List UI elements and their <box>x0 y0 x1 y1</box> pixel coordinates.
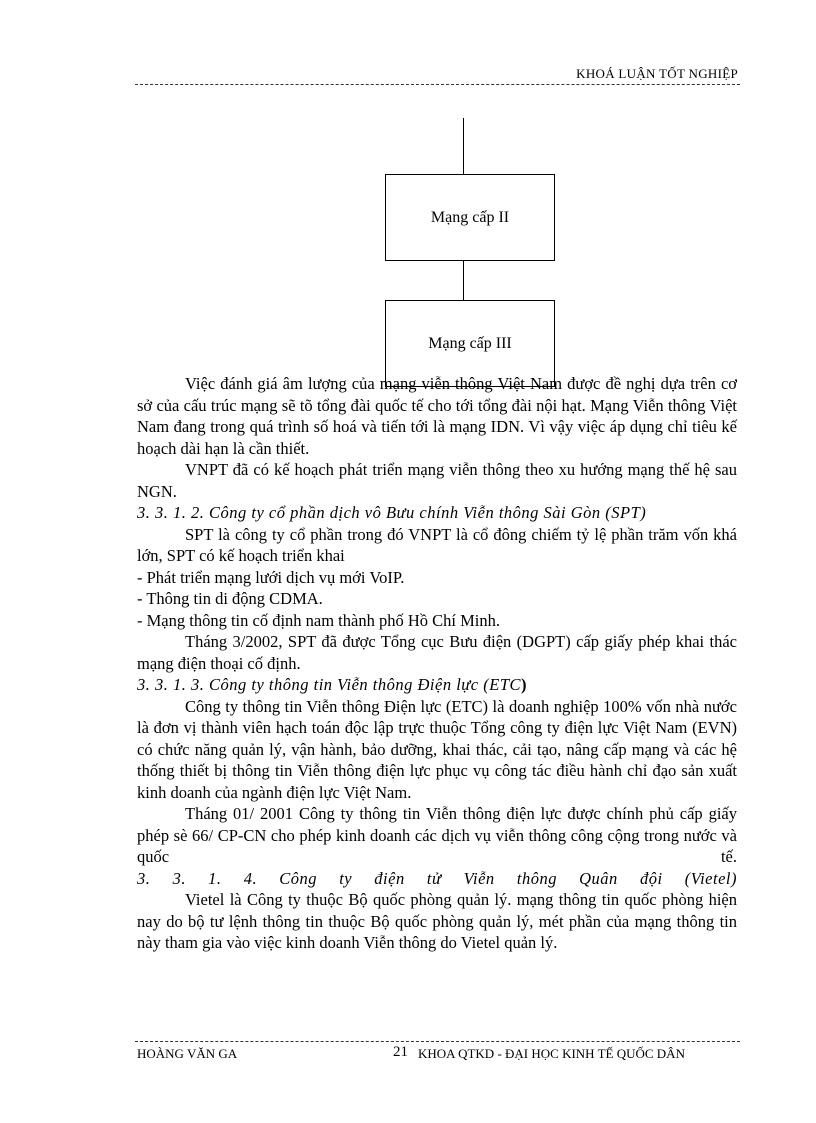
network-level-3-label: Mạng cấp III <box>428 334 512 352</box>
paragraph: Việc đánh giá âm lượng của mạng viễn thông Việt Nam được đề nghị dựa trên cơ sở của cấu trúc mạng sẽ tõ tổng đài quốc tế cho tới tổng đài nội hạt. Mạng Viễn thông Việt Nam đang trong quá trình số hoá và tiến tới là mạng IDN. Vì vậy việc áp dụng chỉ tiêu kế hoạch dài hạn là cần thiết. <box>137 374 737 458</box>
network-level-2-label: Mạng cấp II <box>430 208 510 226</box>
page-number: 21 <box>393 1044 408 1060</box>
running-header-title: KHOÁ LUẬN TỐT NGHIỆP <box>576 66 738 81</box>
section-heading: 3. 3. 1. 2. Công ty cổ phần dịch vô Bưu chính Viễn thông Sài Gòn (SPT) <box>137 503 647 522</box>
section-heading: 3. 3. 1. 4. Công ty điện tử Viễn thông Quân đội (Vietel) <box>137 868 737 888</box>
paragraph: Tháng 01/ 2001 Công ty thông tin Viễn thông điện lực được chính phủ cấp giấy phép sè 66/ CP-CN cho phép kinh doanh các dịch vụ viễn thông công cộng trong nước và quốc tế. <box>137 804 737 866</box>
paragraph: Vietel là Công ty thuộc Bộ quốc phòng quản lý. mạng thông tin quốc phòng hiện nay do bộ tư lệnh thông tin thuộc Bộ quốc phòng quản lý, mét phần của mạng thông tin này tham gia vào việc kinh doanh Viễn thông do Vietel quản lý. <box>137 890 737 952</box>
footer-divider <box>135 1041 740 1042</box>
paragraph: Công ty thông tin Viễn thông Điện lực (ETC) là doanh nghiệp 100% vốn nhà nước là đơn vị thành viên hạch toán độc lập trực thuộc Tổng công ty điện lực Việt Nam (EVN) có chức năng quản lý, vận hành, bảo dưỡng, khai thác, cải tạo, nâng cấp mạng và các hệ thống thiết bị thông tin Viễn thông điện lực phục vụ công tác điều hành chỉ đạo sản xuất kinh doanh của ngành điện lực Việt Nam. <box>137 696 737 802</box>
header-divider <box>135 84 740 85</box>
network-level-2-box <box>385 174 555 261</box>
section-heading-text: 3. 3. 1. 3. Công ty thông tin Viễn thông Điện lực (ETC <box>137 675 521 694</box>
section-heading-paren: ) <box>521 675 527 694</box>
paragraph: SPT là công ty cổ phần trong đó VNPT là cổ đông chiếm tỷ lệ phần trăm vốn khá lớn, SPT có kế hoạch triển khai <box>137 524 737 565</box>
bullet-item: - Phát triển mạng lưới dịch vụ mới VoIP. <box>137 567 405 587</box>
paragraph: VNPT đã có kế hoạch phát triển mạng viễn thông theo xu hướng mạng thế hệ sau NGN. <box>137 460 737 501</box>
section-heading <box>137 674 737 696</box>
paragraph: Tháng 3/2002, SPT đã được Tổng cục Bưu điện (DGPT) cấp giấy phép khai thác mạng điện thoại cố định. <box>137 632 737 673</box>
bullet-item: - Thông tin di động CDMA. <box>137 589 323 608</box>
body-text <box>137 373 737 954</box>
footer-author: HOÀNG VĂN GA <box>137 1046 238 1061</box>
bullet-item: - Mạng thông tin cố định nam thành phố Hồ Chí Minh. <box>137 610 500 630</box>
footer-faculty: KHOA QTKD - ĐẠI HỌC KINH TẾ QUỐC DÂN <box>418 1046 685 1061</box>
